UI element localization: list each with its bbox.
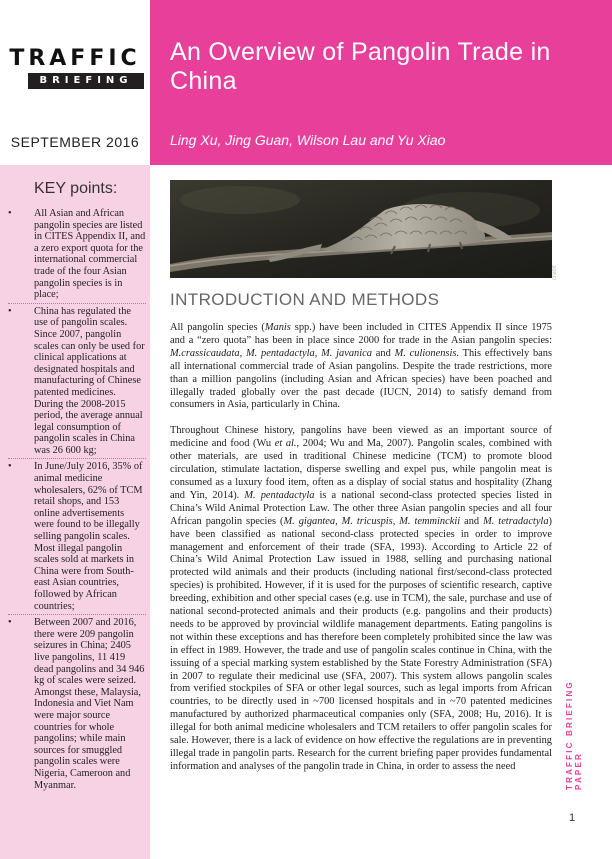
list-item — [8, 306, 146, 460]
bullet-icon: • — [8, 617, 12, 629]
text-run: spp.) have been included in CITES Appendix II since 1975 and a “zero quota” has been in place since 2000 for trade in the Asian pangolin species: — [170, 322, 552, 346]
list-item — [8, 617, 146, 793]
species-name: M. pentadactyla — [245, 347, 315, 359]
paragraph — [170, 425, 552, 773]
species-name: M. temminckii — [399, 515, 461, 527]
species-name: Manis — [264, 322, 291, 333]
text-run: and — [460, 515, 484, 527]
page-number: 1 — [569, 812, 576, 824]
text-run: , — [314, 347, 322, 359]
key-points-list — [8, 208, 146, 795]
section-heading: INTRODUCTION AND METHODS — [170, 290, 440, 309]
text-run: , — [392, 515, 400, 527]
briefing-logo-bar: BRIEFING — [28, 73, 144, 89]
text-run: . This effectively bans all international commercial trade of Asian pangolins. Despite the trade restrictions, more than a million pangolins (including Asian and African species) have been poached and illegally traded globally over the past decade (IUCN, 2014) to satisfy demand from consumers in Asia, particularly in China. — [170, 347, 552, 411]
species-name: M.crassicaudata — [170, 347, 240, 359]
side-label: TRAFFIC BRIEFING PAPER — [565, 680, 583, 790]
key-point-text: China has regulated the use of pangolin scales. Since 2007, pangolin scales can only be used for clinical applications at designated hospitals and manufacturing of Chinese patented medicines. During the 2008-2015 period, the average annual legal consumption of pangolin scales in China was 26 600 kg; — [34, 305, 145, 456]
citation-etal: et al. — [274, 438, 297, 450]
paragraph — [170, 322, 552, 412]
bullet-icon: • — [8, 305, 12, 317]
key-points-heading: KEY points: — [34, 180, 118, 197]
photo-credit: credit — [552, 265, 558, 280]
authors: Ling Xu, Jing Guan, Wilson Lau and Yu Xiao — [170, 132, 446, 148]
key-point-text: In June/July 2016, 35% of animal medicine wholesalers, 62% of TCM retail shops, and 153 online advertisements were found to be illegally selling pangolin scales. Most illegal pangolin scales sold at markets in China were from South-east Asian countries, followed by African countries; — [34, 461, 143, 612]
publication-date: SEPTEMBER 2016 — [10, 134, 140, 150]
text-run: All pangolin species ( — [170, 322, 265, 333]
text-run: and — [371, 347, 395, 359]
text-run: , — [239, 347, 246, 359]
text-run: , 2004; Wu and Ma, 2007). Pangolin scales, combined with other materials, are used in traditional Chinese medicine (TCM) to promote blood circulation, stimulate lactation, disperse swelling and expel pus, while pangolin meat is consumed as a luxury food item, often as a display of social status and hospitality (Zhang and Yin, 2014). — [170, 438, 552, 501]
article-body — [170, 322, 552, 787]
key-point-text: Between 2007 and 2016, there were 209 pangolin seizures in China; 2405 live pangolins, 11 419 dead pangolins and 34 946 kg of scales were seized. Amongst these, Malaysia, Indonesia and Viet Nam were major source countries for whole pangolins; while main sources for smuggled pangolin scales were Nigeria, Cameroon and Myanmar. — [34, 617, 145, 791]
pangolin-photo — [170, 180, 552, 278]
bullet-icon: • — [8, 461, 12, 473]
text-run: ) have been classified as national second-class protected species in order to improve management and enforcement of their trade (SFA, 1993). According to Article 22 of China’s Wild Animal Protection Law issued in 1988, selling and purchasing national protected wild animals and their products (including national first/second-class protected species) is prohibited. However, if it is used for the purposes of scientific research, captive breeding, exhibition and other special cases (e.g. use in TCM), the sale, purchase and use of national second-protected animals and their products (e.g. pangolins and their products) needs to be approved by provincial wildlife management departments. Eating pangolins is not within these exceptions and has therefore been completely prohibited since the law was in effect in 1989. However, the trade and use of pangolin scales continue in China, with the issuing of a special marking system established by the State Forestry Administration (SFA) in 2007 to regulate their medicinal use (SFA, 2007). This system allows pangolin scales from verified stockpiles of SFA or other legal sources, such as legal imports from African countries, to be directly used in ~700 licensed hospitals and in ~70 patented medicines manufactured by authorized pharmaceutical companies only (SFA, 2008; Hu, 2016). It is illegal for both animal medicine wholesalers and TCM retailers to offer pangolin scales for sale. However, there is a lack of evidence on how effective the regulations are in preventing illegal trade in pangolin parts. Research for the current briefing paper provides fundamental information and analyses of the pangolin trade in China, in order to assess the need — [170, 515, 552, 772]
key-point-text: All Asian and African pangolin species are listed in CITES Appendix II, and a zero export quota for the international commercial trade of the four Asian pangolin species is in place; — [34, 208, 146, 301]
traffic-logo: TRAFFIC — [9, 46, 141, 71]
species-name: M. tetradactyla — [483, 515, 549, 527]
pangolin-on-branch-illustration — [170, 180, 552, 278]
species-name: M. pentadactyla — [244, 489, 315, 501]
text-run: , — [335, 515, 342, 527]
list-item — [8, 208, 146, 304]
species-name: M. gigantea — [283, 515, 336, 527]
text-run: Throughout Chinese history, pangolins have been viewed as an important source of medicine and food (Wu — [170, 425, 552, 450]
page-title: An Overview of Pangolin Trade in China — [170, 38, 551, 95]
text-run: is a national second-class protected species listed in China’s Wild Animal Protection Law. The other three Asian pangolin species and all four African pangolin species ( — [170, 489, 552, 527]
species-name: M. tricuspis — [341, 515, 393, 527]
species-name: M. javanica — [321, 347, 372, 359]
list-item — [8, 461, 146, 615]
species-name: M. culionensis — [394, 347, 457, 359]
header-logo-panel — [0, 0, 150, 165]
bullet-icon: • — [8, 208, 12, 219]
